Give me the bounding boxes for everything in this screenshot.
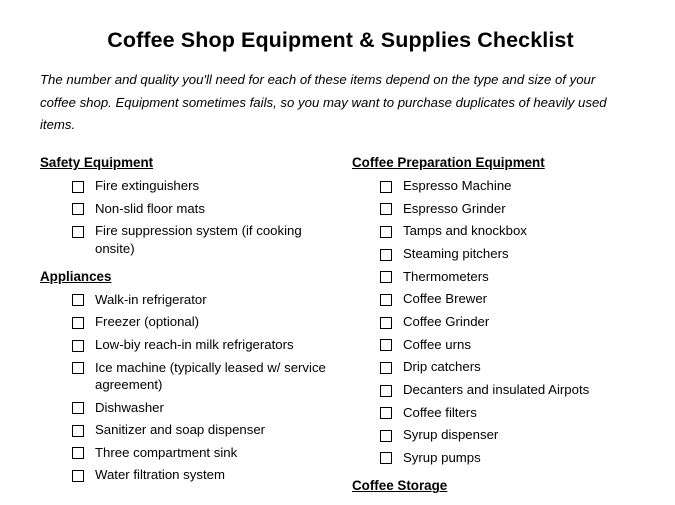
list-item-label: Ice machine (typically leased w/ service agreement) <box>95 359 326 392</box>
list-item-label: Coffee Grinder <box>403 314 490 330</box>
checkbox-icon[interactable] <box>380 203 392 215</box>
list-item[interactable] <box>380 177 642 194</box>
list-item-label: Coffee urns <box>403 336 471 352</box>
section-heading-coffee-storage: Coffee Storage <box>352 478 448 494</box>
checkbox-icon[interactable] <box>72 340 84 352</box>
list-item-label: Walk-in refrigerator <box>95 291 207 307</box>
list-item[interactable] <box>380 290 642 307</box>
list-item[interactable] <box>72 336 340 353</box>
list-item[interactable] <box>380 313 642 330</box>
section-appliances <box>40 269 340 484</box>
list-item[interactable] <box>380 200 642 217</box>
list-item-label: Syrup pumps <box>403 449 481 465</box>
checkbox-icon[interactable] <box>72 470 84 482</box>
list-item-label: Tamps and knockbox <box>403 223 527 239</box>
checkbox-icon[interactable] <box>380 362 392 374</box>
list-item[interactable] <box>72 421 340 438</box>
checkbox-icon[interactable] <box>380 385 392 397</box>
list-item-label: Non-slid floor mats <box>95 200 205 216</box>
checkbox-icon[interactable] <box>72 317 84 329</box>
page-title: Coffee Shop Equipment & Supplies Checklist <box>107 28 574 52</box>
list-item-label: Coffee filters <box>403 404 477 420</box>
checkbox-icon[interactable] <box>380 339 392 351</box>
list-item-label: Espresso Machine <box>403 178 512 194</box>
list-item-label: Thermometers <box>403 268 489 284</box>
list-item-label: Syrup dispenser <box>403 427 499 443</box>
list-item[interactable] <box>72 466 340 483</box>
list-item[interactable] <box>380 404 642 421</box>
section-coffee-storage <box>352 478 642 493</box>
section-heading-coffee-preparation-equipment: Coffee Preparation Equipment <box>352 155 545 171</box>
list-item[interactable] <box>380 381 642 398</box>
list-item-label: Low-biy reach-in milk refrigerators <box>95 337 294 353</box>
checkbox-icon[interactable] <box>380 430 392 442</box>
list-item-label: Espresso Grinder <box>403 200 506 216</box>
checklist-safety-equipment <box>40 177 340 257</box>
list-item[interactable] <box>72 291 340 308</box>
list-item-label: Coffee Brewer <box>403 291 488 307</box>
list-item-label: Freezer (optional) <box>95 314 200 330</box>
list-item[interactable] <box>72 313 340 330</box>
list-item-label: Decanters and insulated Airpots <box>403 382 590 398</box>
list-item-label: Water filtration system <box>95 467 225 483</box>
section-heading-safety-equipment: Safety Equipment <box>40 155 154 171</box>
list-item-label: Dishwasher <box>95 399 164 415</box>
list-item-label: Three compartment sink <box>95 444 238 460</box>
checkbox-icon[interactable] <box>380 271 392 283</box>
checklist-coffee-preparation-equipment <box>352 177 642 466</box>
list-item-label: Fire extinguishers <box>95 178 200 194</box>
list-item[interactable] <box>72 359 340 393</box>
checklist-appliances <box>40 291 340 484</box>
list-item[interactable] <box>72 222 340 256</box>
list-item-label: Steaming pitchers <box>403 246 509 262</box>
intro-paragraph: The number and quality you'll need for each of these items depend on the type and size of your coffee shop. Equipment sometimes fails, so you may want to purchase duplicates of heavily used items. <box>40 72 607 133</box>
checklist-columns <box>40 155 641 505</box>
list-item[interactable] <box>380 268 642 285</box>
section-safety-equipment <box>40 155 340 257</box>
section-coffee-preparation-equipment <box>352 155 642 466</box>
checkbox-icon[interactable] <box>72 226 84 238</box>
checkbox-icon[interactable] <box>72 203 84 215</box>
list-item[interactable] <box>380 245 642 262</box>
list-item[interactable] <box>380 426 642 443</box>
list-item[interactable] <box>380 336 642 353</box>
list-item-label: Drip catchers <box>403 359 481 375</box>
section-heading-appliances: Appliances <box>40 268 112 284</box>
list-item[interactable] <box>72 444 340 461</box>
checkbox-icon[interactable] <box>380 452 392 464</box>
list-item[interactable] <box>72 177 340 194</box>
list-item-label: Fire suppression system (if cooking onsite) <box>95 223 302 256</box>
list-item[interactable] <box>380 449 642 466</box>
checkbox-icon[interactable] <box>72 294 84 306</box>
checkbox-icon[interactable] <box>72 362 84 374</box>
checkbox-icon[interactable] <box>380 317 392 329</box>
left-column <box>40 155 340 496</box>
right-column <box>352 155 642 505</box>
list-item-label: Sanitizer and soap dispenser <box>95 422 266 438</box>
list-item[interactable] <box>380 222 642 239</box>
checkbox-icon[interactable] <box>72 425 84 437</box>
list-item[interactable] <box>72 399 340 416</box>
checkbox-icon[interactable] <box>380 249 392 261</box>
checkbox-icon[interactable] <box>380 226 392 238</box>
checkbox-icon[interactable] <box>380 407 392 419</box>
list-item[interactable] <box>72 200 340 217</box>
checkbox-icon[interactable] <box>380 294 392 306</box>
checkbox-icon[interactable] <box>380 181 392 193</box>
checkbox-icon[interactable] <box>72 181 84 193</box>
checkbox-icon[interactable] <box>72 447 84 459</box>
checkbox-icon[interactable] <box>72 402 84 414</box>
list-item[interactable] <box>380 358 642 375</box>
